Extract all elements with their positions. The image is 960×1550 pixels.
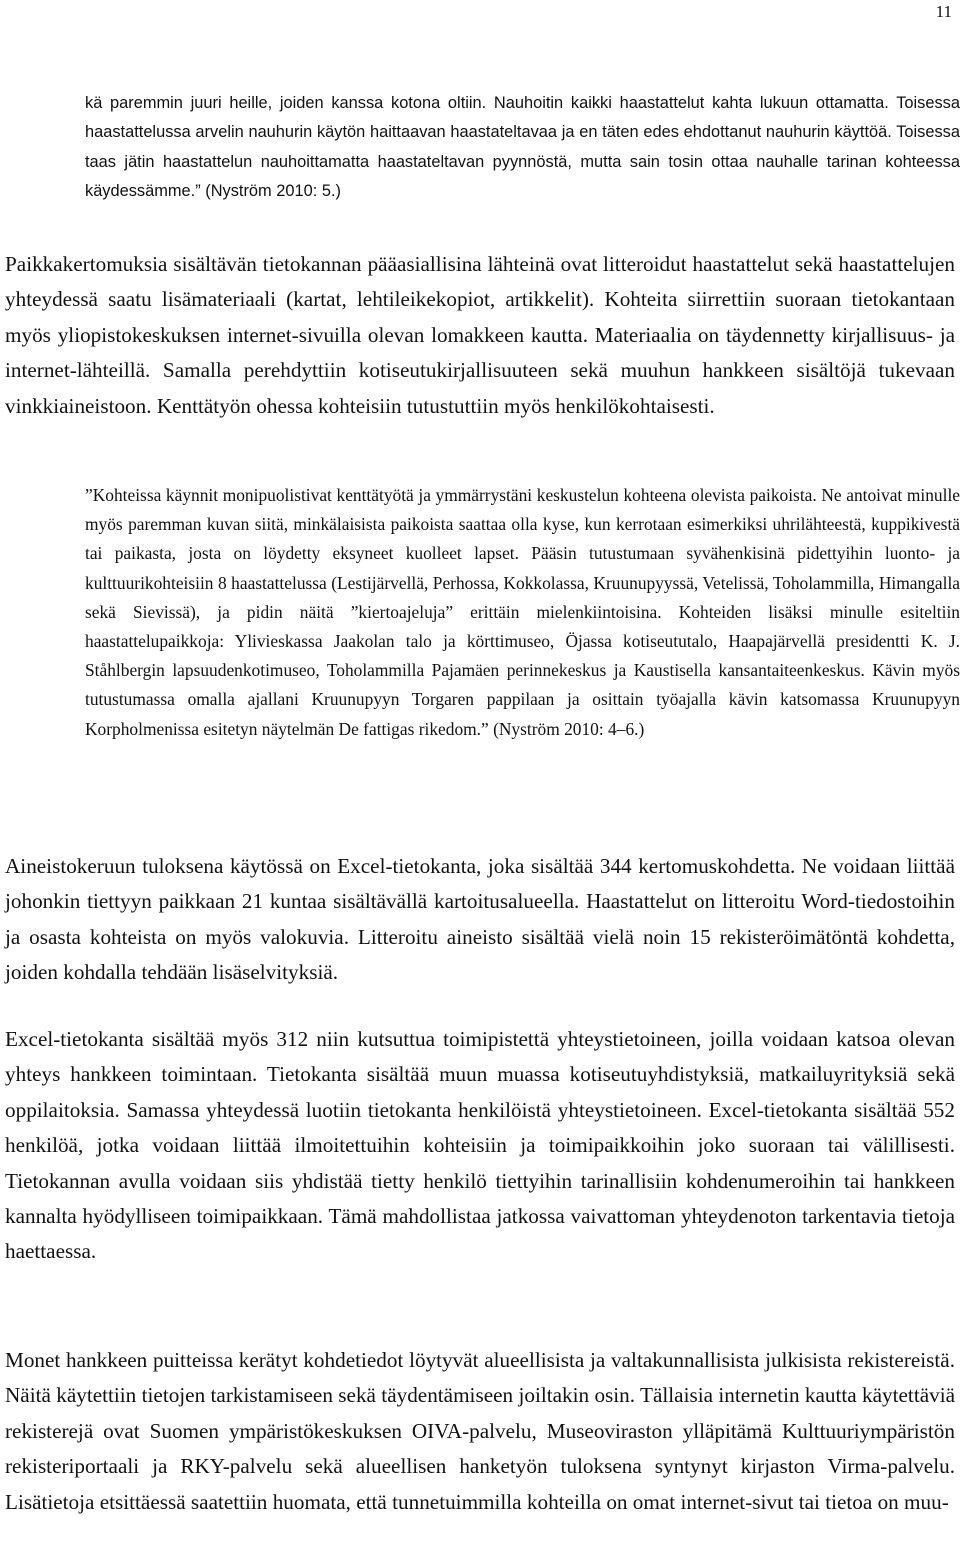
page-number: 11	[935, 2, 952, 21]
paragraph-contacts-database: Excel-tietokanta sisältää myös 312 niin kutsuttua toimipistettä yhteystietoineen, joilla voidaan katsoa olevan yhteys hankkeen toimintaan. Tietokanta sisältää muun muassa kotiseutuyhdistyksiä, matkailuyrityksiä sekä oppilaitoksia. Samassa yhteydessä luotiin tietokanta henkilöistä yhteystietoineen. Excel-tietokanta sisältää 552 henkilöä, jotka voidaan liittää ilmoitettuihin kohteisiin ja toimipaikkoihin joko suoraan tai välillisesti. Tietokannan avulla voidaan siis yhdistää tietty henkilö tiettyihin tarinallisiin kohdenumeroihin tai hankkeen kannalta hyödylliseen toimipaikkaan. Tämä mahdollistaa jatkossa vaivattoman yhteydenoton tarkentavia tietoja haettaessa.	[5, 1027, 955, 1264]
paragraph-excel-database: Aineistokeruun tuloksena käytössä on Excel-tietokanta, joka sisältää 344 kertomuskohdetta. Ne voidaan liittää johonkin tiettyyn paikkaan 21 kuntaa sisältävällä kartoitusalueella. Haastattelut on litteroitu Word-tiedostoihin ja osasta kohteista on myös valokuvia. Litteroitu aineisto sisältää vielä noin 15 rekisteröimätöntä kohdetta, joiden kohdalla tehdään lisäselvityksiä.	[5, 854, 955, 985]
block-quote-nystrom-5: kä paremmin juuri heille, joiden kanssa kotona oltiin. Nauhoitin kaikki haastattelut kahta lukuun ottamatta. Toisessa haastattelussa arvelin nauhurin käytön haittaavan haastateltavaa ja en täten edes ehdottanut nauhurin käyttöä. Toisessa taas jätin haastattelun nauhoittamatta haastateltavan pyynnöstä, mutta sain tosin ottaa nauhalle tarinan kohteessa käydessämme.” (Nyström 2010: 5.)	[85, 94, 960, 200]
block-quote-nystrom-4-6: ”Kohteissa käynnit monipuolistivat kenttätyötä ja ymmärrystäni keskustelun kohteena olevista paikoista. Ne antoivat minulle myös paremman kuvan siitä, minkälaisista paikoista saattaa olla kyse, kun kerrotaan esimerkiksi uhrilähteestä, kuppikivestä tai paikasta, josta on löydetty eksyneet kuolleet lapset. Pääsin tutustumaan syvähenkisinä pidettyihin luonto- ja kulttuurikohteisiin 8 haastattelussa (Lestijärvellä, Perhossa, Kokkolassa, Kruunupyyssä, Vetelissä, Toholammilla, Himangalla sekä Sievissä), ja pidin näitä ”kiertoajeluja” erittäin mielenkiintoisina. Kohteiden lisäksi minulle esiteltiin haastattelupaikkoja: Ylivieskassa Jaakolan talo ja körttimuseo, Öjassa kotiseututalo, Haapajärvellä presidentti K. J. Ståhlbergin lapsuudenkotimuseo, Toholammilla Pajamäen perinnekeskus ja Kaustisella kansantaiteenkeskus. Kävin myös tutustumassa omalla ajallani Kruunupyyn Torgaren pappilaan ja osittain työajalla kävin katsomassa Kruunupyyn Korpholmenissa esitetyn näytelmän De fattigas rikedom.” (Nyström 2010: 4–6.)	[85, 485, 960, 739]
paragraph-public-registers: Monet hankkeen puitteissa kerätyt kohdetiedot löytyvät alueellisista ja valtakunnallisista julkisista rekistereistä. Näitä käytettiin tietojen tarkistamiseen sekä täydentämiseen joiltakin osin. Tällaisia internetin kautta käytettäviä rekisterejä ovat Suomen ympäristökeskuksen OIVA-palvelu, Museoviraston ylläpitämä Kulttuuriympäristön rekisteriportaali ja RKY-palvelu sekä alueellisen hanketyön tuloksena syntynyt kirjaston Virma-palvelu. Lisätietoja etsittäessä saatettiin huomata, että tunnetuimmilla kohteilla on omat internet-sivut tai tietoa on muu-	[5, 1348, 955, 1514]
paragraph-sources: Paikkakertomuksia sisältävän tietokannan pääasiallisina lähteinä ovat litteroidut haastattelut sekä haastattelujen yhteydessä saatu lisämateriaali (kartat, lehtileikekopiot, artikkelit). Kohteita siirrettiin suoraan tietokantaan myös yliopistokeskuksen internet-sivuilla olevan lomakkeen kautta. Materiaalia on täydennetty kirjallisuus- ja internet-lähteillä. Samalla perehdyttiin kotiseutukirjallisuuteen sekä muuhun hankkeen sisältöjä tukevaan vinkkiaineistoon. Kenttätyön ohessa kohteisiin tutustuttiin myös henkilökohtaisesti.	[5, 252, 955, 418]
